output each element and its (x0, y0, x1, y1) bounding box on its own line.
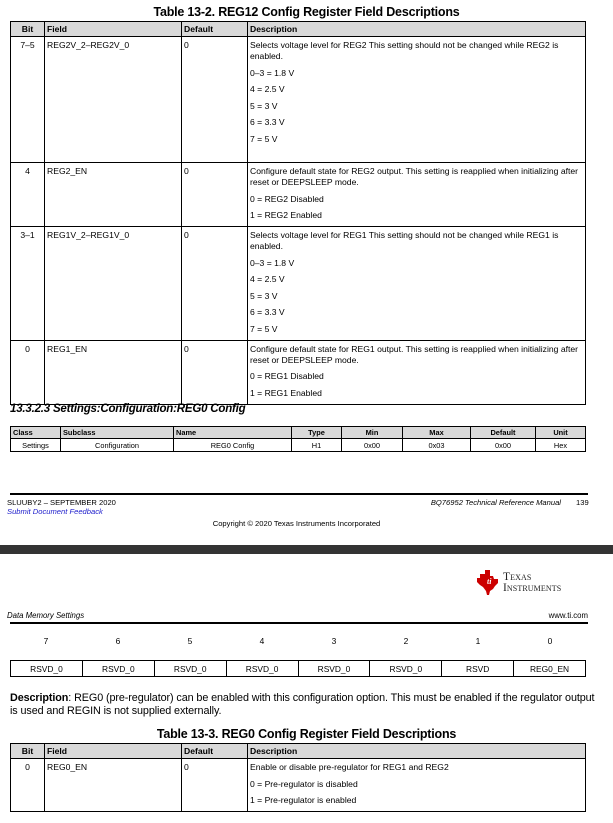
bitfield-cell: RSVD (442, 661, 514, 677)
table-13-3-title: Table 13-3. REG0 Config Register Field Descriptions (156, 727, 457, 741)
ti-wordmark-line1: Texas (503, 571, 532, 583)
table-row (11, 227, 586, 341)
cell-default: 0x00 (471, 439, 536, 452)
cell-default: 0 (182, 340, 248, 404)
col-header-unit: Unit (536, 427, 586, 439)
bitfield-cell: REG0_EN (514, 661, 586, 677)
cell-bit: 7–5 (11, 37, 45, 163)
doc-id: SLUUBY2 – SEPTEMBER 2020 (7, 498, 116, 507)
value-option: 5 = 3 V (250, 100, 278, 111)
ti-state-logo-icon (477, 570, 499, 596)
table-header-row (11, 22, 586, 37)
cell-min: 0x00 (342, 439, 403, 452)
ti-wordmark (503, 572, 561, 594)
bit-number: 3 (331, 636, 337, 646)
value-option: 5 = 3 V (250, 290, 278, 301)
cell-name: REG0 Config (174, 439, 292, 452)
bit-number: 2 (403, 636, 409, 646)
col-header-type: Type (292, 427, 342, 439)
description-text: Configure default state for REG1 output. This setting is reapplied when initializing after reset or DEEPSLEEP mode. (250, 343, 579, 365)
value-option: 6 = 3.3 V (250, 117, 285, 127)
col-header-field: Field (45, 744, 182, 759)
description-text: Selects voltage level for REG2 This setting should not be changed while REG2 is enabled. (250, 40, 559, 61)
value-option: 0 = Pre-regulator is disabled (250, 778, 358, 789)
submit-feedback-link[interactable]: Submit Document Feedback (7, 507, 103, 516)
settings-table (10, 426, 586, 452)
header-divider (10, 622, 588, 624)
cell-unit: Hex (536, 439, 586, 452)
footer-left (7, 498, 116, 516)
table-row (11, 37, 586, 163)
description-text: Configure default state for REG2 output. This setting is reapplied when initializing after reset or DEEPSLEEP mode. (250, 166, 579, 187)
section-name: Data Memory Settings (7, 611, 85, 620)
description-body: : REG0 (pre-regulator) can be enabled with this configuration option. This must be enabled if the regulator output is used and REGIN is not supplied externally. (10, 692, 595, 717)
col-header-default: Default (471, 427, 536, 439)
value-option: 0–3 = 1.8 V (250, 67, 295, 78)
description-paragraph (10, 692, 600, 718)
cell-bit: 3–1 (11, 227, 45, 341)
col-header-min: Min (342, 427, 403, 439)
copyright (0, 519, 613, 528)
ti-wordmark-line2: Instruments (503, 582, 562, 594)
value-option: 4 = 2.5 V (250, 274, 285, 284)
description-text: Enable or disable pre-regulator for REG1 and REG2 (250, 762, 449, 772)
bitfield-cell: RSVD_0 (370, 661, 442, 677)
cell-default: 0 (182, 163, 248, 227)
table-13-2 (10, 21, 586, 405)
bit-number: 0 (547, 636, 553, 646)
cell-bit: 0 (11, 759, 45, 812)
bit-number: 6 (115, 636, 121, 646)
bit-number: 5 (187, 636, 193, 646)
col-header-class: Class (11, 427, 61, 439)
svg-text:ti: ti (487, 577, 492, 586)
cell-bit: 4 (11, 163, 45, 227)
cell-field: REG2_EN (45, 163, 182, 227)
value-option: 4 = 2.5 V (250, 84, 285, 94)
cell-field: REG1V_2–REG1V_0 (45, 227, 182, 341)
col-header-bit: Bit (11, 22, 45, 37)
bitfield-cell: RSVD_0 (226, 661, 298, 677)
table-row (11, 340, 586, 404)
cell-field: REG1_EN (45, 340, 182, 404)
col-header-subclass: Subclass (61, 427, 174, 439)
col-header-description: Description (248, 744, 586, 759)
page-break-divider (0, 545, 613, 554)
cell-default: 0 (182, 37, 248, 163)
cell-description (248, 759, 586, 812)
footer-divider (10, 493, 588, 495)
bit-number: 7 (43, 636, 49, 646)
manual-title: BQ76952 Technical Reference Manual (430, 498, 561, 507)
value-option: 0 = REG1 Disabled (250, 371, 324, 381)
description-label: Description (10, 692, 69, 704)
value-option: 0–3 = 1.8 V (250, 257, 295, 268)
bitfield-cell: RSVD_0 (82, 661, 154, 677)
ti-logo (477, 570, 589, 598)
value-option: 6 = 3.3 V (250, 307, 285, 317)
col-header-field: Field (45, 22, 182, 37)
cell-subclass: Configuration (61, 439, 174, 452)
bit-number: 1 (475, 636, 481, 646)
table-header-row (11, 744, 586, 759)
cell-class: Settings (11, 439, 61, 452)
value-option: 1 = Pre-regulator is enabled (250, 795, 357, 805)
bitfield-cell: RSVD_0 (298, 661, 370, 677)
cell-default: 0 (182, 759, 248, 812)
col-header-max: Max (403, 427, 471, 439)
cell-description (248, 163, 586, 227)
value-option: 0 = REG2 Disabled (250, 193, 324, 204)
bitfield-cell: RSVD_0 (11, 661, 83, 677)
bitfield-row (11, 661, 586, 677)
table-13-2-title: Table 13-2. REG12 Config Register Field Descriptions (153, 5, 460, 19)
register-bitfield-map (10, 660, 586, 677)
page-number: 139 (576, 498, 589, 507)
value-option: 7 = 5 V (250, 323, 278, 334)
table-row (11, 759, 586, 812)
value-option: 7 = 5 V (250, 133, 278, 144)
cell-description (248, 37, 586, 163)
cell-default: 0 (182, 227, 248, 341)
cell-description (248, 340, 586, 404)
cell-description (248, 227, 586, 341)
bitfield-cell: RSVD_0 (154, 661, 226, 677)
cell-field: REG2V_2–REG2V_0 (45, 37, 182, 163)
col-header-bit: Bit (11, 744, 45, 759)
website-link[interactable]: www.ti.com (548, 611, 588, 620)
col-header-default: Default (182, 744, 248, 759)
settings-row (11, 439, 586, 452)
value-option: 1 = REG1 Enabled (250, 387, 322, 398)
section-heading: 13.3.2.3 Settings:Configuration:REG0 Config (10, 403, 246, 415)
cell-field: REG0_EN (45, 759, 182, 812)
value-option: 1 = REG2 Enabled (250, 210, 322, 220)
cell-max: 0x03 (403, 439, 471, 452)
col-header-default: Default (182, 22, 248, 37)
col-header-description: Description (248, 22, 586, 37)
cell-bit: 0 (11, 340, 45, 404)
copyright-text: Copyright © 2020 Texas Instruments Incorporated (212, 519, 381, 528)
table-row (11, 163, 586, 227)
settings-header-row (11, 427, 586, 439)
cell-type: H1 (292, 439, 342, 452)
table-13-3 (10, 743, 586, 812)
bit-number-row (10, 636, 586, 646)
col-header-name: Name (174, 427, 292, 439)
description-text: Selects voltage level for REG1 This setting should not be changed while REG1 is enabled. (250, 230, 559, 251)
bit-number: 4 (259, 636, 265, 646)
